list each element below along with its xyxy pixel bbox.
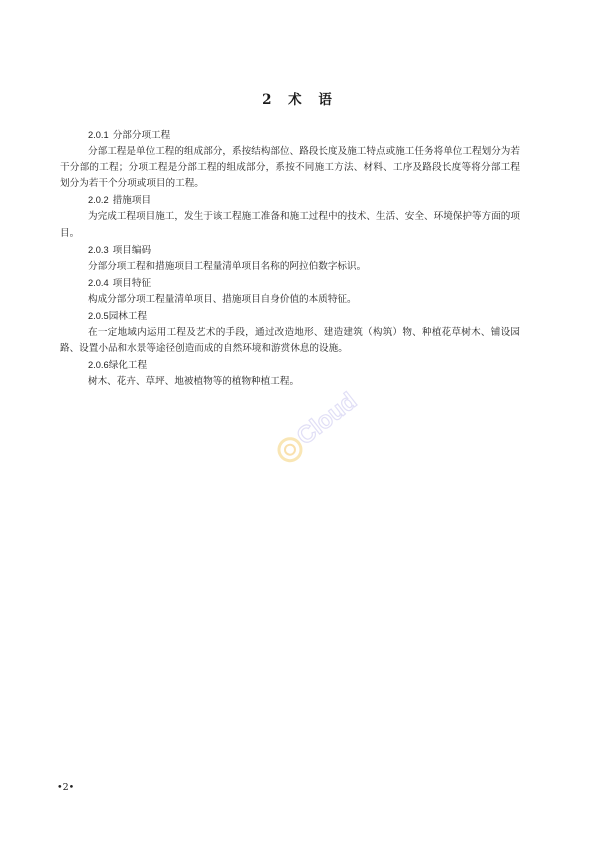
term-definition: 在一定地域内运用工程及艺术的手段，通过改造地形、建造建筑（构筑）物、种植花草树木、铺设园路、设置小品和水景等途径创造而成的自然环境和游赏休息的设施。	[60, 327, 520, 355]
term-heading	[88, 192, 520, 209]
term-definition: 分部分项工程和措施项目工程量清单项目名称的阿拉伯数字标识。	[88, 260, 367, 272]
term-definition: 分部工程是单位工程的组成部分，系按结构部位、路段长度及施工特点或施工任务将单位工程划分为若干分部的工程；分项工程是分部工程的组成部分，系按不同施工方法、材料、工序及路段长度等将分部工程划分为若干个分项或项目的工程。	[60, 146, 520, 190]
watermark-text: Cloud	[291, 387, 362, 451]
term-definition: 树木、花卉、草坪、地被植物等的植物种植工程。	[88, 376, 300, 388]
term-number: 2.0.6	[88, 360, 109, 371]
term-heading	[88, 127, 520, 144]
term-section	[60, 192, 520, 241]
term-definition: 为完成工程项目施工，发生于该工程施工准备和施工过程中的技术、生活、安全、环境保护等方面的项目。	[60, 211, 520, 239]
term-section	[60, 127, 520, 192]
term-heading	[88, 242, 520, 259]
term-number: 2.0.1	[88, 130, 109, 140]
terms-content	[60, 127, 520, 391]
term-name: 绿化工程	[108, 360, 148, 372]
term-section	[88, 275, 520, 308]
cloud-watermark-logo	[255, 370, 375, 470]
term-number: 2.0.2	[88, 195, 109, 206]
term-number: 2.0.4	[88, 277, 109, 288]
term-section	[88, 242, 520, 275]
page-number: •2•	[57, 782, 75, 793]
term-number: 2.0.3	[88, 244, 109, 255]
chapter-title: 2 术 语	[262, 92, 333, 108]
term-number: 2.0.5	[88, 311, 109, 322]
term-name: 园林工程	[108, 311, 148, 323]
term-heading	[88, 275, 520, 292]
term-definition: 构成分部分项工程量清单项目、措施项目自身价值的本质特征。	[88, 293, 357, 305]
term-heading	[88, 308, 520, 325]
term-name: 措施项目	[112, 195, 152, 207]
term-name: 分部分项工程	[112, 130, 171, 141]
term-name: 项目特征	[112, 277, 152, 289]
term-name: 项目编码	[112, 244, 152, 256]
term-section	[60, 308, 520, 357]
